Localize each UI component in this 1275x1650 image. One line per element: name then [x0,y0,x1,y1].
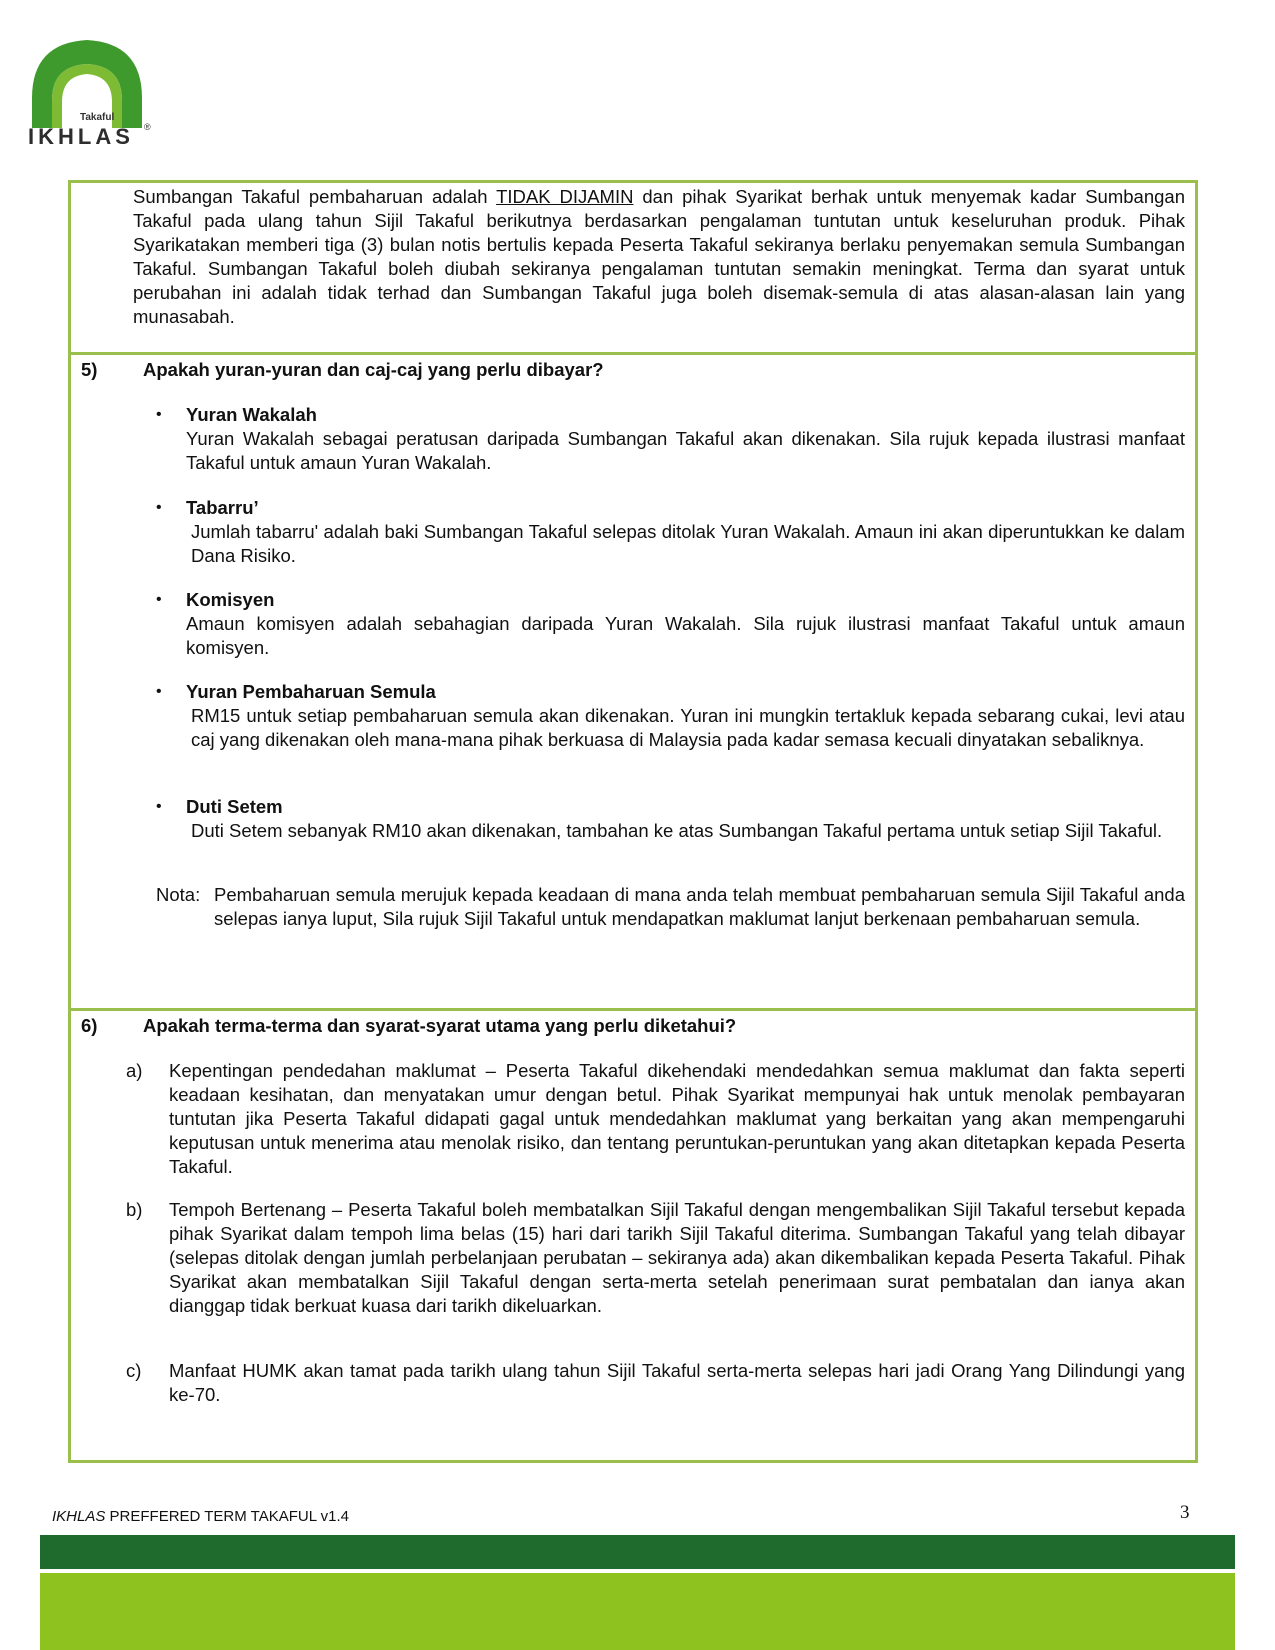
fee-item-stamp-duty [156,795,1185,843]
fee-item-title: Komisyen [186,589,275,610]
bullet-icon: • [156,499,162,516]
fee-item-tabarru [156,496,1185,568]
bullet-icon: • [156,683,162,700]
footer-title-text: PREFFERED TERM TAKAFUL v1.4 [105,1508,350,1525]
fee-item-wakalah [156,403,1185,475]
fee-item-komisyen [156,588,1185,660]
logo-small-text: Takaful [80,112,115,123]
term-item-free-look [126,1198,1185,1318]
term-item-expiry [126,1359,1185,1407]
term-body: Kepentingan pendedahan maklumat – Peserta Takaful dikehendaki mendedahkan semua maklumat dan fakta seperti keadaan kesihatan, dan menyatakan umur dengan betul. Pihak Syarikat mempunyai hak untuk menolak pembayaran tuntutan jika Peserta Takaful didapati gagal untuk mendedahkan maklumat yang berkaitan yang akan mempengaruhi keputusan untuk menerima atau menolak risiko, dan tentang peruntukan-peruntukan yang akan ditetapkan kepada Peserta Takaful. [169,1060,1185,1177]
term-body: Tempoh Bertenang – Peserta Takaful boleh membatalkan Sijil Takaful dengan mengembalikan Sijil Takaful tersebut kepada pihak Syarikat dalam tempoh lima belas (15) hari dari tarikh Sijil Takaful diterima. Sumbangan Takaful yang telah dibayar (selepas ditolak dengan jumlah perbelanjaan perubatan – sekiranya ada) akan dikembalikan kepada Peserta Takaful. Pihak Syarikat akan membatalkan Sijil Takaful dengan serta-merta setelah penerimaan surat pembatalan dan ianya akan dianggap tidak berkuat kuasa dari tarikh dikeluarkan. [169,1199,1185,1316]
term-label: a) [126,1060,143,1081]
fee-item-body: Duti Setem sebanyak RM10 akan dikenakan, tambahan ke atas Sumbangan Takaful pertama untuk setiap Sijil Takaful. [191,820,1163,841]
footer-brand: IKHLAS [52,1508,106,1525]
term-label: b) [126,1199,143,1220]
term-label: c) [126,1360,142,1381]
footer-bar-dark [40,1535,1235,1569]
renewal-note [156,883,1185,931]
fee-item-title: Tabarru’ [186,497,259,518]
fee-item-renewal [156,680,1185,752]
renewal-section [71,183,1195,355]
question-5-number: 5) [81,359,98,380]
not-guaranteed-text: TIDAK DIJAMIN [496,186,634,207]
term-item-disclosure [126,1059,1185,1179]
bullet-icon: • [156,406,162,423]
bullet-icon: • [156,591,162,608]
fee-item-body: RM15 untuk setiap pembaharuan semula akan dikenakan. Yuran ini mungkin tertakluk kepada sebarang cukai, levi atau caj yang dikenakan oleh mana-mana pihak berkuasa di Malaysia pada kadar semasa kecuali dinyatakan sebaliknya. [191,705,1185,750]
company-logo [22,28,162,158]
term-body: Manfaat HUMK akan tamat pada tarikh ulang tahun Sijil Takaful serta-merta selepas hari jadi Orang Yang Dilindungi yang ke-70. [169,1360,1185,1405]
fee-item-body: Jumlah tabarru' adalah baki Sumbangan Takaful selepas ditolak Yuran Wakalah. Amaun ini akan diperuntukkan ke dalam Dana Risiko. [191,521,1185,566]
fee-item-body: Amaun komisyen adalah sebahagian daripada Yuran Wakalah. Sila rujuk ilustrasi manfaat Takaful untuk amaun komisyen. [186,613,1185,658]
fees-section [71,355,1195,1011]
bullet-icon: • [156,798,162,815]
intro-text-rest: dan pihak Syarikat berhak untuk menyemak kadar Sumbangan Takaful pada ulang tahun Sijil Takaful berikutnya berdasarkan pengalaman tuntutan untuk keseluruhan produk. Pihak Syarikatakan memberi tiga (3) bulan notis bertulis kepada Peserta Takaful sekiranya berlaku penyemakan semula Sumbangan Takaful. Sumbangan Takaful boleh diubah sekiranya pengalaman tuntutan semakin meningkat. Terma dan syarat untuk perubahan ini adalah tidak terhad dan Sumbangan Takaful juga boleh disemak-semula di atas alasan-alasan lain yang munasabah. [133,186,1185,327]
logo-brand-text: IKHLAS [28,124,134,149]
fee-item-title: Yuran Wakalah [186,404,317,425]
content-frame [68,180,1198,1463]
intro-text-start: Sumbangan Takaful pembaharuan adalah [133,186,497,207]
renewal-paragraph [133,185,1185,329]
fee-item-title: Yuran Pembaharuan Semula [186,681,436,702]
question-5-title: Apakah yuran-yuran dan caj-caj yang perlu dibayar? [143,359,604,380]
footer-doc-title [52,1508,349,1525]
note-label: Nota: [156,884,201,905]
fee-item-title: Duti Setem [186,796,283,817]
page-number: 3 [1180,1502,1190,1523]
terms-section [71,1011,1195,1460]
note-text: Pembaharuan semula merujuk kepada keadaan di mana anda telah membuat pembaharuan semula Sijil Takaful anda selepas ianya luput, Sila rujuk Sijil Takaful untuk mendapatkan maklumat lanjut berkenaan pembaharuan semula. [214,884,1185,929]
question-6-number: 6) [81,1015,98,1036]
logo-registered-mark: ® [144,122,151,132]
question-6-title: Apakah terma-terma dan syarat-syarat utama yang perlu diketahui? [143,1015,737,1036]
fee-item-body: Yuran Wakalah sebagai peratusan daripada Sumbangan Takaful akan dikenakan. Sila rujuk kepada ilustrasi manfaat Takaful untuk amaun Yuran Wakalah. [186,428,1185,473]
footer-bar-light [40,1573,1235,1650]
